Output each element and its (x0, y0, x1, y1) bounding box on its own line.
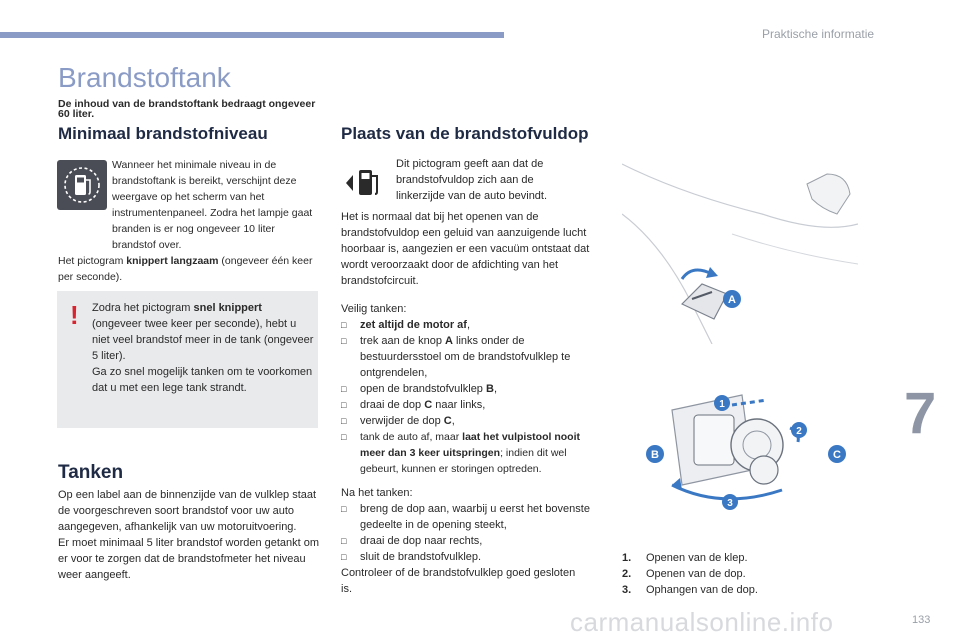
bullet-icon: □ (341, 504, 347, 514)
tanken-text: Op een label aan de binnenzijde van de vulklep staat de voorgeschreven soort brandstof voor uw auto aangegeven, afhankelijk van uw motoruitvoering. Er moet minimaal 5 liter brandstof worden getankt om er voor te zorgen dat de brandstofmeter het niveau weer aangeeft. (58, 489, 320, 581)
bullet-icon: □ (341, 536, 347, 546)
bullet-icon: □ (341, 320, 347, 330)
location-heading: Plaats van de brandstofvuldop (341, 124, 589, 143)
list-item: □ verwijder de dop C, (341, 415, 455, 427)
label-c: C (833, 449, 841, 461)
page-title: Brandstoftank (58, 62, 231, 93)
section-title: Praktische informatie (762, 27, 875, 41)
list-item: □ open de brandstofvulklep B, (341, 383, 497, 395)
check-note: Controleer of de brandstofvulklep goed gesloten is. (341, 567, 576, 595)
list-item: □ trek aan de knop A links onder de bestuurdersstoel om de brandstofvulklep te ontgrendelen, (341, 335, 571, 379)
list-item: □ draai de dop C naar links, (341, 399, 486, 411)
warning-text: Zodra het pictogram snel knippert (ongeveer twee keer per seconde), hebt u niet veel brandstof meer in de tank (ongeveer 5 liter). Ga zo snel mogelijk tanken om te voorkomen dat u met een lege tank strandt. (92, 302, 314, 394)
list-item: □ breng de dop aan, waarbij u eerst het bovenste gedeelte in de opening steekt, (341, 503, 590, 531)
bullet-icon: □ (341, 400, 347, 410)
step-1-label: 1 (719, 399, 725, 410)
safe-steps-list (341, 317, 606, 477)
bullet-icon: □ (341, 336, 347, 346)
fuel-pump-icon (57, 160, 107, 210)
fuel-side-indicator-icon (343, 165, 387, 201)
bullet-icon: □ (341, 384, 347, 394)
bullet-icon: □ (341, 432, 347, 442)
tanken-heading: Tanken (58, 462, 124, 483)
caption-item: 2. Openen van de dop. (622, 568, 746, 580)
vacuum-note: Het is normaal dat bij het openen van de brandstofvuldop een geluid van aanzuigende lucht hoorbaar is, aangezien er een vacuüm ontstaat dat wordt veroorzaakt door de afdichting van het brandstofcircuit. (341, 211, 590, 287)
caption-item: 1. Openen van de klep. (622, 552, 748, 564)
fuel-flap-release-illustration (622, 154, 858, 344)
fuel-cap-removal-illustration (622, 370, 858, 530)
label-a: A (728, 294, 736, 306)
icon-description: Dit pictogram geeft aan dat de brandstofvuldop zich aan de linkerzijde van de auto bevindt. (396, 158, 548, 202)
list-item: □ draai de dop naar rechts, (341, 535, 483, 547)
blink-note: Het pictogram knippert langzaam (ongeveer één keer per seconde). (58, 255, 313, 283)
list-item: □ tank de auto af, maar laat het vulpistool nooit meer dan 3 keer uitspringen; indien dit wel gebeurt, kunnen er storingen optreden. (341, 431, 580, 475)
step-2-label: 2 (796, 426, 802, 437)
safe-intro: Veilig tanken: (341, 303, 407, 315)
chapter-number: 7 (904, 381, 937, 446)
min-level-text: Wanneer het minimale niveau in de brandstoftank is bereikt, verschijnt deze weergave op het scherm van het instrumentenpaneel. Zodra het lampje gaat branden is er nog ongeveer 10 liter brandstof over. (112, 159, 313, 251)
figure-captions (622, 550, 758, 598)
after-intro: Na het tanken: (341, 487, 413, 499)
label-b: B (651, 449, 659, 461)
caption-item: 3. Ophangen van de dop. (622, 584, 758, 596)
bullet-icon: □ (341, 416, 347, 426)
intro-text: De inhoud van de brandstoftank bedraagt ongeveer 60 liter. (58, 98, 316, 120)
warning-icon: ! (70, 300, 79, 330)
watermark: carmanualsonline.info (570, 607, 834, 637)
page-number: 133 (912, 614, 931, 626)
after-steps-list (341, 501, 603, 565)
list-item: □ zet altijd de motor af, (341, 319, 471, 331)
header-bar (0, 32, 504, 38)
list-item: □ sluit de brandstofvulklep. (341, 551, 482, 563)
min-level-heading: Minimaal brandstofniveau (58, 124, 268, 143)
step-3-label: 3 (727, 498, 733, 509)
bullet-icon: □ (341, 552, 347, 562)
